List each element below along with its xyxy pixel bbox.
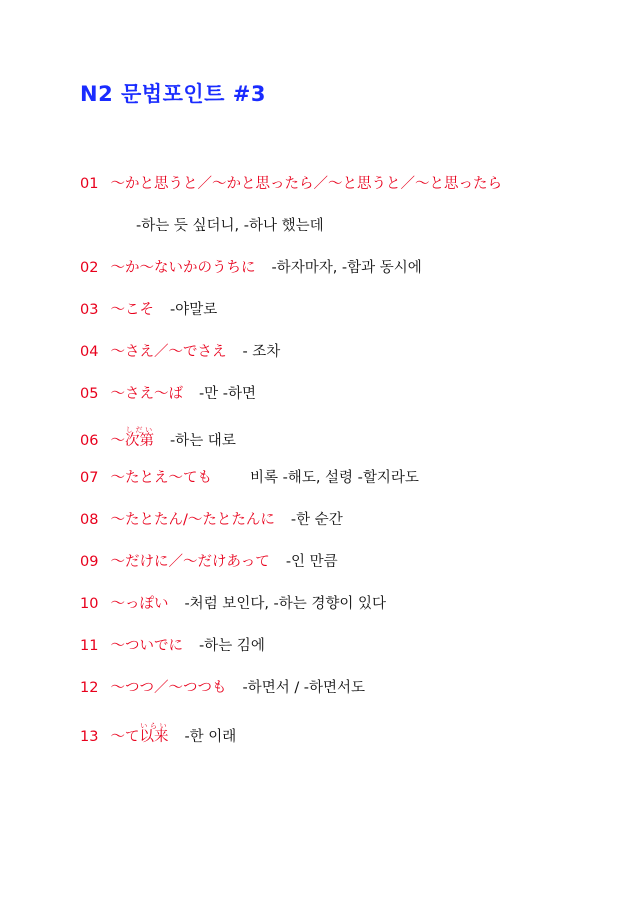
japanese-grammar: ～たとえ～ても [110, 470, 212, 486]
list-item [80, 722, 236, 747]
list-item [136, 216, 324, 236]
list-item [80, 678, 365, 698]
list-item [80, 510, 343, 530]
japanese-grammar: ～たとたん/～たとたんに [110, 512, 275, 528]
entry-number: 12 [80, 680, 99, 696]
entry-number: 13 [80, 729, 99, 745]
japanese-grammar: ～こそ [110, 302, 154, 318]
korean-meaning: -하는 대로 [169, 433, 236, 449]
japanese-grammar: ～かと思うと／～かと思ったら／～と思うと／～と思ったら [110, 176, 502, 192]
list-item [80, 174, 502, 194]
korean-meaning: -하자마자, -함과 동시에 [271, 260, 422, 276]
korean-meaning: -한 순간 [290, 512, 343, 528]
entry-number: 05 [80, 386, 99, 402]
entry-number: 08 [80, 512, 99, 528]
list-item [80, 426, 236, 451]
list-item [80, 636, 265, 656]
list-item [80, 552, 338, 572]
korean-meaning: -인 만큼 [285, 554, 338, 570]
entry-number: 07 [80, 470, 99, 486]
korean-meaning: -하면서 / -하면서도 [242, 680, 366, 696]
korean-meaning: -하는 김에 [198, 638, 265, 654]
list-item [80, 342, 280, 362]
list-item [80, 594, 386, 614]
entry-number: 02 [80, 260, 99, 276]
entry-number: 04 [80, 344, 99, 360]
japanese-grammar: ～次第しだい [110, 426, 154, 449]
japanese-grammar: ～ついでに [110, 638, 183, 654]
korean-meaning: -만 -하면 [198, 386, 257, 402]
entry-number: 10 [80, 596, 99, 612]
entry-number: 11 [80, 638, 99, 654]
entry-number: 03 [80, 302, 99, 318]
entry-number: 06 [80, 433, 99, 449]
furigana: いらい [139, 722, 169, 730]
entry-number: 01 [80, 176, 99, 192]
korean-meaning: -한 이래 [184, 729, 237, 745]
japanese-grammar: ～て以来いらい [110, 722, 169, 745]
korean-meaning: - 조차 [242, 344, 281, 360]
japanese-grammar: ～さえ～ば [110, 386, 183, 402]
korean-meaning: 비록 -해도, 설령 -할지라도 [249, 470, 419, 486]
entry-number: 09 [80, 554, 99, 570]
list-item [80, 384, 256, 404]
furigana: しだい [124, 426, 154, 434]
korean-meaning: -처럼 보인다, -하는 경향이 있다 [184, 596, 387, 612]
korean-meaning: -야말로 [169, 302, 218, 318]
japanese-grammar: ～だけに／～だけあって [110, 554, 270, 570]
japanese-grammar: ～つつ／～つつも [110, 680, 227, 696]
japanese-grammar: ～さえ／～でさえ [110, 344, 227, 360]
korean-meaning: -하는 듯 싶더니, -하나 했는데 [136, 218, 324, 234]
list-item [80, 468, 419, 488]
japanese-grammar: ～か～ないかのうちに [110, 260, 256, 276]
japanese-grammar: ～っぽい [110, 596, 169, 612]
page-title: N2 문법포인트 #3 [80, 82, 266, 106]
list-item [80, 300, 217, 320]
list-item [80, 258, 422, 278]
